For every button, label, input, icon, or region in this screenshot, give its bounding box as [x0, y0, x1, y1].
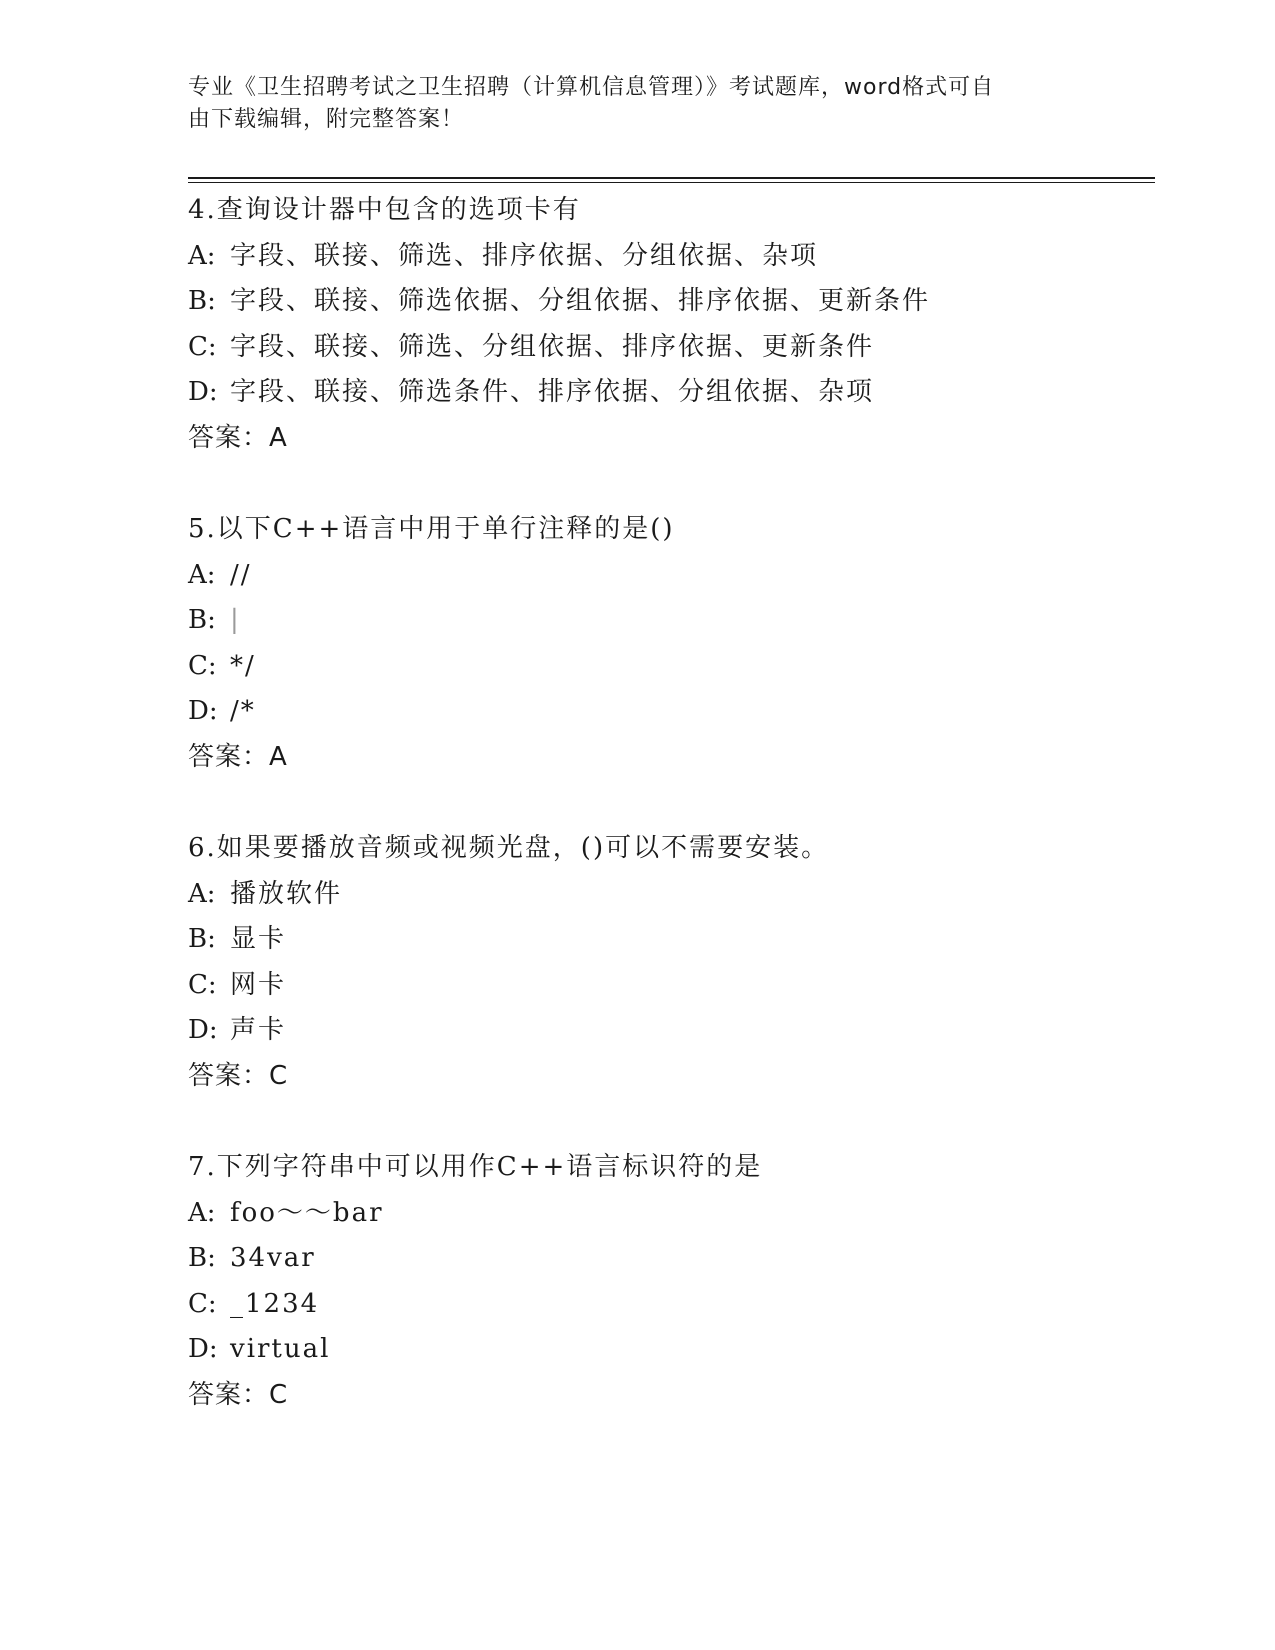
question-stem: 5.以下C++语言中用于单行注释的是()	[188, 514, 675, 544]
question-stem: 6.如果要播放音频或视频光盘，()可以不需要安装。	[188, 833, 830, 863]
option-a	[188, 553, 1148, 599]
option-c	[188, 325, 1148, 371]
header-line-2: 由下载编辑，附完整答案！	[188, 107, 465, 132]
option-a	[188, 234, 1148, 280]
question-5	[188, 507, 1148, 780]
option-text: */	[230, 650, 256, 681]
option-letter: D:	[188, 696, 218, 726]
answer-line: 答案：C	[188, 1060, 289, 1091]
option-letter: A:	[188, 240, 216, 271]
option-text: _1234	[230, 1288, 320, 1319]
question-list	[188, 188, 1148, 1464]
header-rule-thick	[188, 177, 1155, 179]
option-d	[188, 1008, 1148, 1054]
option-letter: B:	[188, 605, 216, 635]
answer-line: 答案：C	[188, 1379, 289, 1410]
document-header	[188, 72, 1068, 136]
option-letter: A:	[188, 559, 216, 590]
option-letter: D:	[188, 1015, 218, 1045]
header-rule-thin	[188, 182, 1155, 183]
question-7	[188, 1145, 1148, 1418]
option-text: 显卡	[230, 924, 287, 954]
option-text: 字段、联接、筛选依据、分组依据、排序依据、更新条件	[230, 286, 931, 316]
option-text: 字段、联接、筛选、排序依据、分组依据、杂项	[230, 240, 819, 271]
option-letter: C:	[188, 650, 217, 681]
option-letter: C:	[188, 1288, 217, 1319]
option-c	[188, 963, 1148, 1009]
option-a	[188, 872, 1148, 918]
option-text: 字段、联接、筛选、分组依据、排序依据、更新条件	[230, 331, 875, 362]
answer-line: 答案：A	[188, 422, 288, 453]
option-letter: B:	[188, 286, 216, 316]
option-letter: C:	[188, 331, 217, 362]
option-b	[188, 1236, 1148, 1282]
option-text: /*	[230, 696, 256, 726]
option-letter: A:	[188, 1197, 216, 1228]
option-text: virtual	[230, 1334, 331, 1364]
option-letter: C:	[188, 969, 217, 1000]
option-c	[188, 644, 1148, 690]
header-line-1: 专业《卫生招聘考试之卫生招聘（计算机信息管理）》考试题库，word格式可自	[188, 75, 995, 100]
question-4	[188, 188, 1148, 461]
option-text: 播放软件	[230, 878, 343, 909]
option-text: 声卡	[230, 1015, 287, 1045]
question-stem: 4.查询设计器中包含的选项卡有	[188, 195, 581, 225]
option-c	[188, 1282, 1148, 1328]
option-text: 网卡	[230, 969, 287, 1000]
option-letter: D:	[188, 377, 218, 407]
question-6	[188, 826, 1148, 1099]
option-b	[188, 598, 1148, 644]
option-d	[188, 1327, 1148, 1373]
question-stem: 7.下列字符串中可以用作C++语言标识符的是	[188, 1152, 763, 1182]
option-d	[188, 689, 1148, 735]
option-text: //	[230, 559, 252, 590]
option-a	[188, 1191, 1148, 1237]
option-letter: B:	[188, 1243, 216, 1273]
option-text: 字段、联接、筛选条件、排序依据、分组依据、杂项	[230, 377, 875, 407]
option-letter: D:	[188, 1334, 218, 1364]
option-b	[188, 917, 1148, 963]
option-text: foo～～bar	[230, 1197, 384, 1228]
option-b	[188, 279, 1148, 325]
option-text: 34var	[230, 1243, 316, 1273]
option-text: |	[230, 605, 241, 635]
option-d	[188, 370, 1148, 416]
answer-line: 答案：A	[188, 741, 288, 772]
option-letter: B:	[188, 924, 216, 954]
option-letter: A:	[188, 878, 216, 909]
